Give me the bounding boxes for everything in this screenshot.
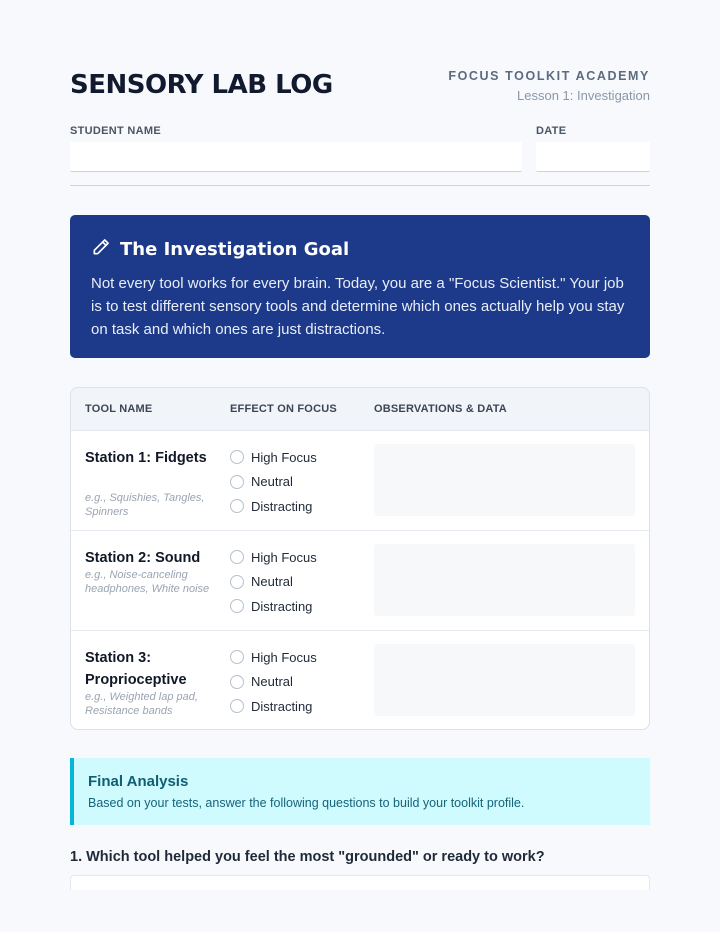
goal-title: The Investigation Goal: [120, 239, 350, 260]
option-neutral[interactable]: Neutral: [230, 570, 317, 595]
column-header-observations: OBSERVATIONS & DATA: [374, 403, 507, 415]
option-neutral[interactable]: Neutral: [230, 470, 317, 495]
tool-name: Station 3: Proprioceptive: [85, 650, 187, 688]
pencil-icon: [91, 237, 111, 262]
radio-button[interactable]: [230, 599, 244, 613]
student-info-fields: [70, 125, 650, 187]
analysis-description: Based on your tests, answer the following questions to build your toolkit profile.: [88, 796, 525, 810]
radio-button[interactable]: [230, 450, 244, 464]
option-high-focus[interactable]: High Focus: [230, 645, 317, 670]
observations-input[interactable]: [374, 644, 635, 716]
radio-button[interactable]: [230, 575, 244, 589]
observations-input[interactable]: [374, 544, 635, 616]
table-header: [71, 388, 649, 431]
radio-button[interactable]: [230, 550, 244, 564]
page-title: SENSORY LAB LOG: [70, 70, 333, 100]
goal-description: Not every tool works for every brain. Today, you are a "Focus Scientist." Your job is to test different sensory tools and determine which ones actually help you stay on task and which ones are just distractions.: [91, 275, 625, 338]
option-neutral[interactable]: Neutral: [230, 670, 317, 695]
column-header-effect: EFFECT ON FOCUS: [230, 403, 337, 415]
tool-name: Station 1: Fidgets: [85, 450, 207, 466]
focus-options: [230, 545, 317, 619]
tool-examples: e.g., Weighted lap pad, Resistance bands: [85, 691, 198, 717]
student-name-input[interactable]: [70, 142, 522, 172]
option-distracting[interactable]: Distracting: [230, 494, 317, 519]
table-row: [71, 431, 649, 531]
radio-button[interactable]: [230, 675, 244, 689]
option-distracting[interactable]: Distracting: [230, 694, 317, 719]
table-row: [71, 531, 649, 631]
investigation-goal-card: [70, 215, 650, 358]
page-header: [70, 0, 650, 120]
student-name-label: STUDENT NAME: [70, 125, 161, 137]
column-header-tool-name: TOOL NAME: [85, 403, 153, 415]
academy-name: FOCUS TOOLKIT ACADEMY: [448, 69, 650, 83]
page-bottom: [0, 890, 720, 932]
analysis-title: Final Analysis: [88, 773, 189, 790]
observations-input[interactable]: [374, 444, 635, 516]
lesson-label: Lesson 1: Investigation: [517, 88, 650, 103]
table-row: [71, 631, 649, 730]
radio-button[interactable]: [230, 650, 244, 664]
header-divider: [70, 185, 650, 186]
date-input[interactable]: [536, 142, 650, 172]
radio-button[interactable]: [230, 475, 244, 489]
tool-examples: e.g., Noise-canceling headphones, White noise: [85, 569, 210, 595]
radio-button[interactable]: [230, 499, 244, 513]
final-analysis-callout: [70, 758, 650, 825]
option-high-focus[interactable]: High Focus: [230, 445, 317, 470]
radio-button[interactable]: [230, 699, 244, 713]
question-1: 1. Which tool helped you feel the most "grounded" or ready to work?: [70, 849, 545, 865]
option-distracting[interactable]: Distracting: [230, 594, 317, 619]
tool-name: Station 2: Sound: [85, 550, 201, 566]
focus-options: [230, 445, 317, 519]
date-label: DATE: [536, 125, 567, 137]
goal-heading: [91, 237, 628, 262]
option-high-focus[interactable]: High Focus: [230, 545, 317, 570]
sensory-tools-table: [70, 387, 650, 730]
focus-options: [230, 645, 317, 719]
tool-examples: e.g., Squishies, Tangles, Spinners: [85, 492, 205, 518]
